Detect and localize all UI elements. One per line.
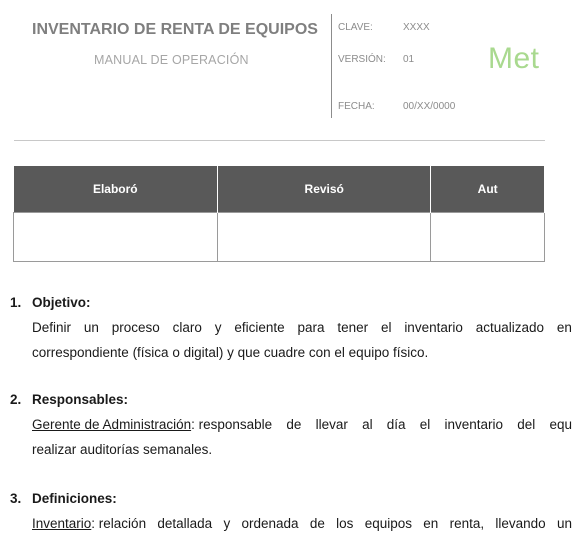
document-title: INVENTARIO DE RENTA DE EQUIPOS (32, 21, 318, 38)
header-rule (14, 140, 545, 141)
clave-value: XXXX (403, 22, 430, 33)
section-title: Definiciones: (32, 491, 117, 506)
word: los (336, 516, 354, 531)
word: un (556, 516, 572, 531)
word: día (386, 417, 406, 432)
company-logo: Met (488, 42, 540, 75)
paragraph-line (32, 511, 572, 536)
word: y (214, 320, 222, 335)
word: al (362, 417, 373, 432)
paragraph-line (32, 315, 572, 340)
word: llevar (315, 417, 348, 432)
word: y (223, 516, 231, 531)
word: : relación (91, 516, 147, 531)
word: detallada (157, 516, 213, 531)
section-responsables-heading (10, 392, 128, 407)
section-number: 3. (10, 491, 22, 506)
section-objetivo-text (32, 315, 572, 365)
section-definiciones-text (32, 511, 572, 536)
section-objetivo-heading (10, 295, 91, 310)
fecha-value: 00/XX/0000 (403, 101, 456, 112)
word: proceso (111, 320, 160, 335)
word: del (517, 417, 536, 432)
section-definiciones-heading (10, 491, 117, 506)
section-number: 1. (10, 295, 22, 310)
word: actualizado (475, 320, 545, 335)
word: el (419, 417, 431, 432)
section-responsables-text (32, 412, 572, 462)
term-wrap (32, 412, 272, 437)
word: eficiente (234, 320, 285, 335)
signature-blank-row (14, 213, 545, 262)
word: equipos (364, 516, 412, 531)
word: llevando (495, 516, 546, 531)
word: equ (549, 417, 572, 432)
signature-cell-autorizo[interactable] (431, 213, 545, 262)
paragraph-line: realizar auditorías semanales. (32, 442, 213, 457)
header-reviso: Revisó (218, 166, 431, 213)
word: de (309, 516, 325, 531)
section-title: Responsables: (32, 392, 129, 407)
signature-header-row (14, 166, 545, 213)
document-subtitle: MANUAL DE OPERACIÓN (94, 53, 249, 67)
paragraph-line: correspondiente (física o digital) y que cuadre con el equipo físico. (32, 345, 429, 360)
header-divider (331, 14, 332, 118)
word: el (380, 320, 392, 335)
term-wrap (32, 511, 146, 536)
word: de (286, 417, 302, 432)
word: tener (337, 320, 369, 335)
word: para (297, 320, 325, 335)
word: Definir (32, 320, 72, 335)
word: claro (172, 320, 202, 335)
word: inventario (444, 417, 504, 432)
underlined-term: Inventario (32, 516, 92, 531)
version-label: VERSIÓN: (338, 54, 386, 65)
word: en (423, 516, 439, 531)
word: : responsable (191, 417, 273, 432)
section-number: 2. (10, 392, 22, 407)
word: en (556, 320, 572, 335)
clave-label: CLAVE: (338, 22, 373, 33)
word: inventario (404, 320, 463, 335)
signature-cell-elaboro[interactable] (14, 213, 218, 262)
header-autorizo: Aut (431, 166, 545, 213)
word: ordenada (241, 516, 299, 531)
paragraph-line (32, 412, 572, 437)
version-value: 01 (403, 54, 415, 65)
word: un (83, 320, 99, 335)
word: renta, (449, 516, 485, 531)
signature-cell-reviso[interactable] (218, 213, 431, 262)
section-title: Objetivo: (32, 295, 91, 310)
signature-table (13, 166, 545, 262)
fecha-label: FECHA: (338, 101, 375, 112)
header-elaboro: Elaboró (14, 166, 218, 213)
underlined-term: Gerente de Administración (32, 417, 192, 432)
